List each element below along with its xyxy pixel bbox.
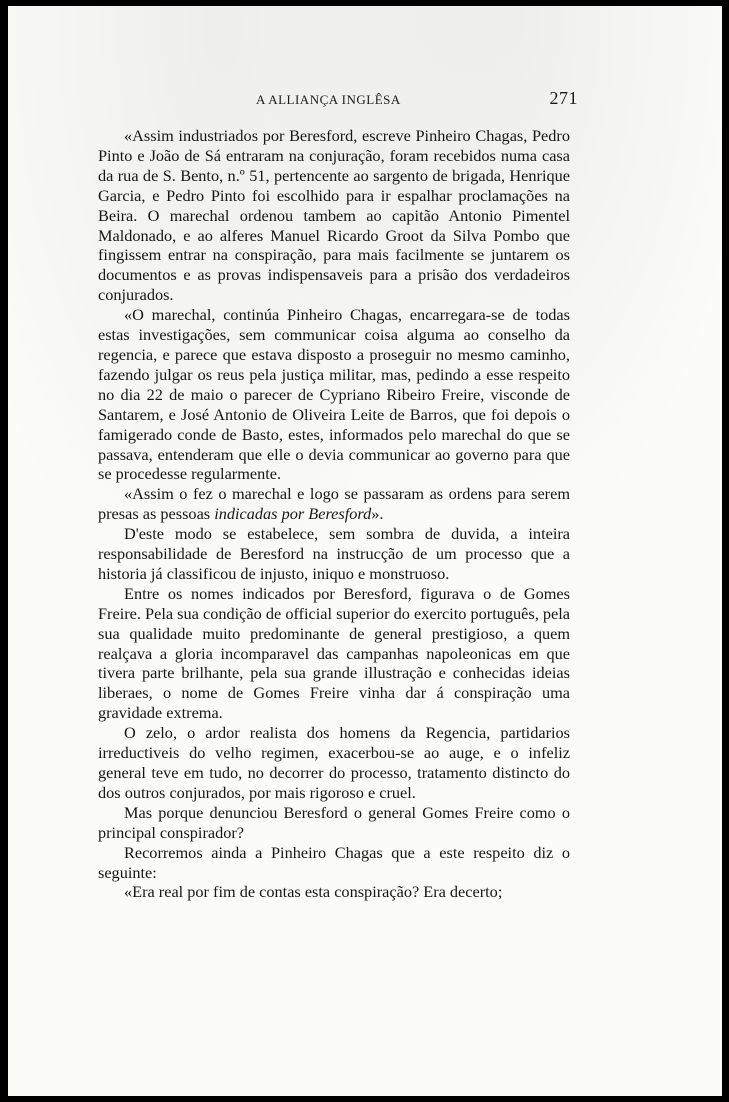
paragraph: Recorremos ainda a Pinheiro Chagas que a este respeito diz o seguinte: <box>98 842 570 882</box>
book-page <box>8 6 722 1096</box>
italic-phrase: indicadas por Beresford <box>214 504 372 524</box>
paragraph: «O marechal, continúa Pinheiro Chagas, encarregara-se de todas estas investigações, sem communicar coisa alguma ao conselho da regencia, e parece que estava disposto a proseguir no mesmo caminho, fazendo julgar os reus pela justiça militar, mas, pedindo a esse respeito no dia 22 de maio o parecer de Cypriano Ribeiro Freire, visconde de Santarem, e José Antonio de Oliveira Leite de Barros, que foi depois o famigerado conde de Basto, estes, informados pelo marechal do que se passava, entenderam que elle o devia communicar ao governo para que se procedesse regularmente. <box>98 305 570 484</box>
page-number: 271 <box>549 88 578 108</box>
paragraph: O zelo, o ardor realista dos homens da Regencia, partidarios irreductiveis do velho regimen, exacerbou-se ao auge, e o infeliz general teve em tudo, no decorrer do processo, tratamento distincto do dos outros conjurados, por mais rigoroso e cruel. <box>98 723 570 802</box>
paragraph: Mas porque denunciou Beresford o general Gomes Freire como o principal conspirador? <box>98 802 570 842</box>
paragraph: «Era real por fim de contas esta conspiração? Era decerto; <box>124 882 503 902</box>
paragraph-text-end: ». <box>371 504 384 524</box>
paragraph <box>98 484 570 524</box>
running-head <box>98 88 578 109</box>
paragraph: «Assim industriados por Beresford, escreve Pinheiro Chagas, Pedro Pinto e João de Sá entraram na conjuração, foram recebidos numa casa da rua de S. Bento, n.º 51, pertencente ao sargento de brigada, Henrique Garcia, e Pedro Pinto foi escolhido para ir espalhar proclamações na Beira. O marechal ordenou tambem ao capitão Antonio Pimentel Maldonado, e ao alferes Manuel Ricardo Groot da Silva Pombo que fingissem entrar na conspiração, para mais facilmente se juntarem os documentos e as provas indispensaveis para a prisão dos verdadeiros conjurados. <box>98 126 570 305</box>
running-title: A ALLIANÇA INGLÊSA <box>256 92 401 107</box>
paragraph: Entre os nomes indicados por Beresford, figurava o de Gomes Freire. Pela sua condição de official superior do exercito português, pela sua qualidade muito predominante de general prestigioso, a quem realçava a gloria incomparavel das campanhas napoleonicas em que tivera parte brilhante, pela sua grande illustração e conhecidas ideias liberaes, o nome de Gomes Freire vinha dar á conspiração uma gravidade extrema. <box>98 583 570 723</box>
paragraph: D'este modo se estabelece, sem sombra de duvida, a inteira responsabilidade de Beresford na instrucção de um processo que a historia já classificou de injusto, iniquo e monstruoso. <box>98 524 570 583</box>
body-text <box>98 126 570 902</box>
paragraph-text: «Assim o fez o marechal e logo se passaram as ordens para serem presas as pessoas <box>98 484 570 524</box>
